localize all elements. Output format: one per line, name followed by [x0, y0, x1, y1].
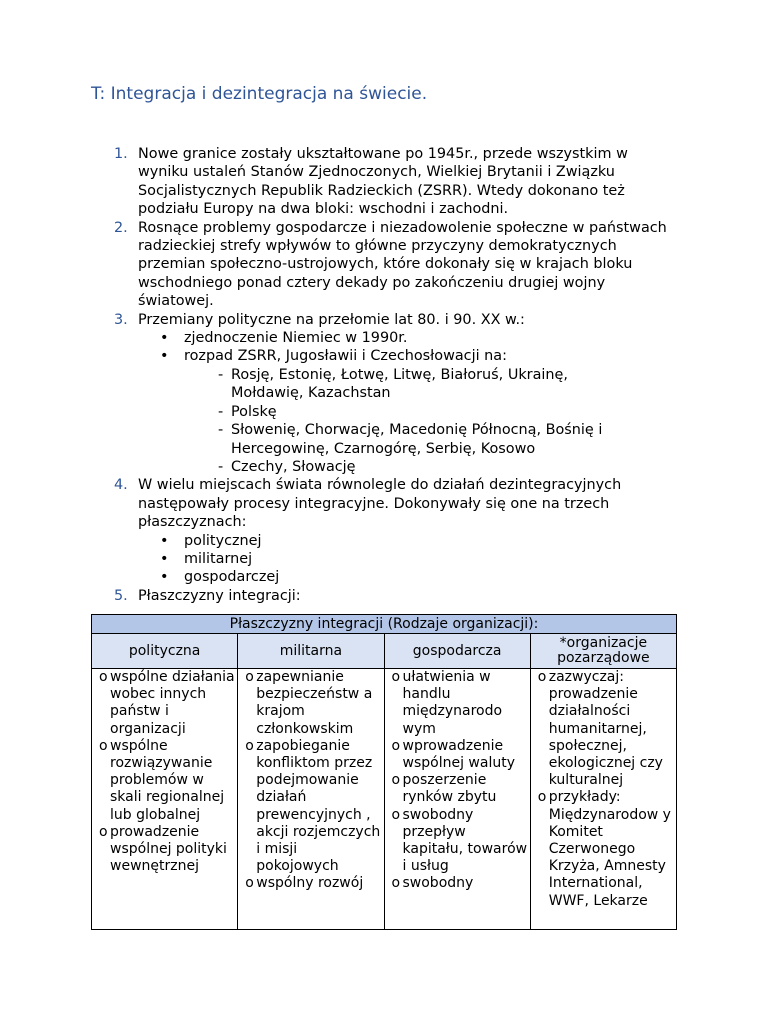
table-cell — [238, 669, 384, 930]
cell-list-item — [385, 669, 530, 738]
cell-item-text: przykłady: Międzynarodow y Komitet Czerwonego Krzyża, Amnesty International, WWF, Lekarze — [548, 789, 671, 909]
cell-item-text: swobodny przepływ kapitału, towarów i usług — [402, 806, 528, 875]
dash-item: - Słowenię, Chorwację, Macedonię Północną, Bośnię i Hercegowinę, Czarnogórę, Serbię, Kosowo — [218, 422, 603, 457]
dash-icon: - — [218, 458, 224, 475]
item-number: 1. — [114, 146, 128, 162]
item-text: Rosnące problemy gospodarcze i niezadowolenie społeczne w państwach radzieckiej strefy wpływów to główne przyczyny demokratycznych przemian społeczno-ustrojowych, które dokonały się w krajach bloku wschodniego ponad cztery dekady po zakończeniu drugiej wojny światowej. — [138, 219, 667, 310]
cell-list-item — [385, 875, 530, 892]
list-item-5 — [0, 587, 668, 605]
page-title: T: Integracja i dezintegracja na świecie. — [91, 84, 428, 104]
circle-bullet-icon: o — [391, 737, 401, 754]
bullet-icon: • — [160, 550, 169, 567]
circle-bullet-icon: o — [537, 789, 547, 806]
cell-list-item — [385, 772, 530, 806]
integration-table — [91, 614, 677, 930]
item-text: W wielu miejscach świata równolegle do działań dezintegracyjnych następowały procesy integracyjne. Dokonywały się one na trzech płaszczyznach: — [138, 477, 622, 531]
cell-item-text: poszerzenie rynków zbytu — [402, 772, 497, 806]
cell-list-item — [92, 824, 237, 876]
bullet-item: • militarnej — [160, 550, 253, 567]
dash-list — [184, 366, 668, 476]
column-header-pozarzadowe: *organizacje pozarządowe — [530, 634, 676, 669]
item-number: 3. — [114, 311, 128, 328]
circle-bullet-icon: o — [99, 823, 108, 840]
cell-list-item — [385, 738, 530, 772]
cell-item-text: ułatwienia w handlu międzynarodo wym — [402, 669, 503, 737]
bullet-item: • gospodarczej — [160, 569, 280, 586]
item-text: Przemiany polityczne na przełomie lat 80. i 90. XX w.: — [138, 311, 525, 328]
cell-list-item — [92, 669, 237, 738]
cell-list-item — [238, 669, 383, 738]
item-number: 4. — [114, 477, 128, 494]
table-cell — [530, 669, 676, 930]
circle-bullet-icon: o — [245, 875, 254, 892]
cell-item-text: zazwyczaj: prowadzenie działalności humanitarnej, społecznej, ekologicznej czy kulturalnej — [548, 669, 663, 789]
circle-bullet-icon: o — [391, 806, 401, 823]
cell-list-item — [238, 875, 383, 892]
column-header-gospodarcza: gospodarcza — [384, 634, 530, 669]
list-item-3 — [0, 311, 668, 477]
cell-item-text: wprowadzenie wspólnej waluty — [402, 737, 515, 772]
circle-bullet-icon: o — [245, 737, 254, 754]
dash-item: - Polskę — [218, 403, 277, 420]
cell-list-item — [385, 807, 530, 876]
list-item-1 — [0, 145, 668, 219]
circle-bullet-icon: o — [391, 772, 401, 789]
bullet-icon: • — [160, 330, 169, 347]
column-header-polityczna: polityczna — [92, 634, 238, 669]
circle-bullet-icon: o — [537, 669, 547, 685]
circle-bullet-icon: o — [391, 669, 401, 685]
bullet-item: • rozpad ZSRR, Jugosławii i Czechosłowacji na: - Rosję, Estonię, Łotwę, Litwę, Białoruś, Ukrainę, Mołdawię, Kazachstan - Polskę - Słowenię, Chorwację, Macedonię Północną, Bośnię i Hercegowinę, Czarnogórę, Serbię, Kosowo - Czechy, Słowację — [0, 347, 668, 476]
bullet-list — [138, 532, 668, 587]
table-row — [92, 669, 677, 930]
bullet-item: • zjednoczenie Niemiec w 1990r. — [160, 330, 408, 347]
list-item-4 — [0, 476, 668, 586]
cell-item-text: wspólne działania wobec innych państw i organizacji — [110, 669, 235, 737]
numbered-list — [0, 145, 768, 605]
cell-list-item — [238, 738, 383, 876]
dash-icon: - — [218, 422, 224, 439]
cell-list-item — [531, 789, 676, 909]
item-text: Nowe granice zostały ukształtowane po 1945r., przede wszystkim w wyniku ustaleń Stanów Zjednoczonych, Wielkiej Brytanii i Związku Socjalistycznych Republik Radzieckich (ZSRR). Wtedy dokonano też podziału Europy na dwa bloki: wschodni i zachodni. — [138, 146, 628, 218]
cell-item-text: swobodny — [402, 875, 474, 892]
cell-item-text: zapewnianie bezpieczeństw a krajom członkowskim — [256, 669, 373, 737]
circle-bullet-icon: o — [245, 669, 254, 685]
circle-bullet-icon: o — [391, 875, 401, 892]
circle-bullet-icon: o — [99, 669, 108, 685]
dash-item: - Rosję, Estonię, Łotwę, Litwę, Białoruś, Ukrainę, Mołdawię, Kazachstan — [218, 366, 568, 402]
cell-item-text: wspólne rozwiązywanie problemów w skali regionalnej lub globalnej — [110, 737, 225, 823]
dash-icon: - — [218, 366, 224, 383]
list-item-2 — [0, 219, 668, 311]
cell-list-item — [92, 738, 237, 824]
table-cell — [92, 669, 238, 930]
bullet-icon: • — [160, 348, 169, 365]
item-number: 5. — [114, 587, 128, 604]
table-header: Płaszczyzny integracji (Rodzaje organizacji): — [92, 615, 677, 634]
cell-list-item — [531, 669, 676, 789]
dash-item: - Czechy, Słowację — [218, 458, 356, 475]
dash-icon: - — [218, 403, 224, 420]
column-header-militarna: militarna — [238, 634, 384, 669]
cell-item-text: prowadzenie wspólnej polityki wewnętrznej — [110, 823, 227, 875]
item-text: Płaszczyzny integracji: — [138, 587, 301, 604]
bullet-icon: • — [160, 532, 169, 549]
bullet-list — [138, 329, 668, 476]
cell-item-text: wspólny rozwój — [256, 875, 364, 892]
item-number: 2. — [114, 219, 128, 236]
cell-item-text: zapobieganie konfliktom przez podejmowanie działań prewencyjnych , akcji rozjemczych i misji pokojowych — [256, 737, 381, 875]
circle-bullet-icon: o — [99, 737, 108, 754]
bullet-item: • politycznej — [160, 532, 262, 549]
table-cell — [384, 669, 530, 930]
bullet-icon: • — [160, 569, 169, 586]
